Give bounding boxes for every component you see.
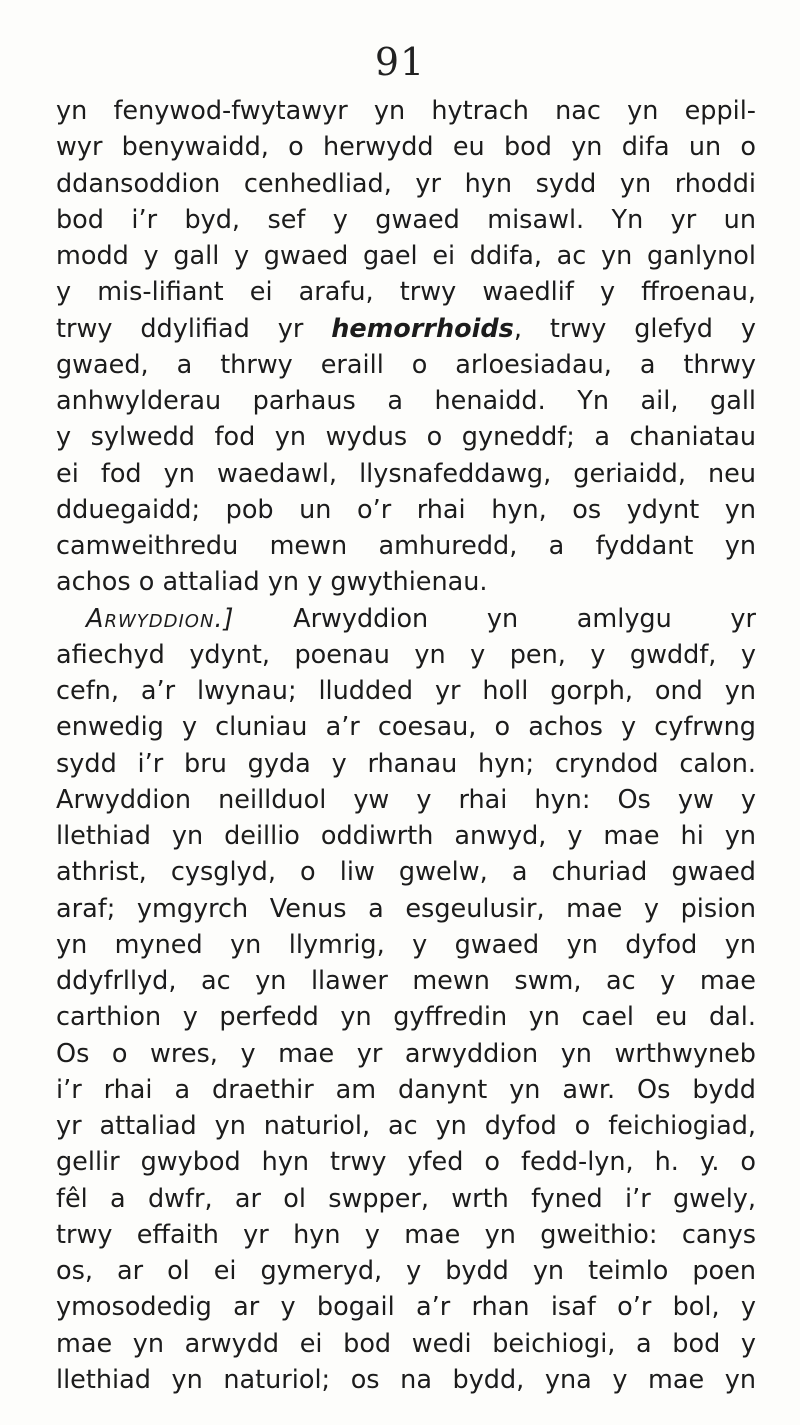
text-line: os, ar ol ei gymeryd, y bydd yn teimlo poen xyxy=(56,1256,756,1286)
text-line: yn myned yn llymrig, y gwaed yn dyfod yn xyxy=(56,929,756,960)
page-number: 91 xyxy=(374,40,426,84)
text-line: enwedig y cluniau a’r coesau, o achos y cyfrwng xyxy=(56,712,756,743)
text-line: llethiad yn deillio oddiwrth anwyd, y mae hi yn xyxy=(56,821,756,851)
text-line: anhwylderau parhaus a henaidd. Yn ail, gall xyxy=(56,386,756,416)
text-line: cefn, a’r lwynau; lludded yr holl gorph, ond yn xyxy=(56,676,756,706)
text-line: fêl a dwfr, ar ol swpper, wrth fyned i’r gwely, xyxy=(56,1183,756,1214)
text-line: ei fod yn waedawl, llysnafeddawg, geriaidd, neu xyxy=(56,458,756,489)
text-line: yr attaliad yn naturiol, ac yn dyfod o feichiogiad, xyxy=(56,1111,756,1141)
text-line: y mis-lifiant ei arafu, trwy waedlif y ffroenau, xyxy=(56,277,756,308)
text-line: ddyfrllyd, ac yn llawer mewn swm, ac y mae xyxy=(56,966,756,996)
text-line: modd y gall y gwaed gael ei ddifa, ac yn ganlynol xyxy=(56,241,756,271)
text-line: gwaed, a thrwy eraill o arloesiadau, a thrwy xyxy=(56,349,756,380)
text-line: camweithredu mewn amhuredd, a fyddant yn xyxy=(56,531,756,561)
text-line: y sylwedd fod yn wydus o gyneddf; a chaniatau xyxy=(56,422,756,453)
text-line: achos o attaliad yn y gwythienau. xyxy=(56,567,488,598)
text-line: carthion y perfedd yn gyffredin yn cael eu dal. xyxy=(56,1002,756,1033)
text-line: llethiad yn naturiol; os na bydd, yna y mae yn xyxy=(56,1364,756,1395)
text-line: gellir gwybod hyn trwy yfed o fedd-lyn, h. y. o xyxy=(56,1147,756,1178)
text-line: Arwyddion.] Arwyddion yn amlygu yr xyxy=(86,603,756,634)
text-line: trwy ddylifiad yr hemorrhoids, trwy glefyd y xyxy=(56,313,756,344)
italic-term: hemorrhoids xyxy=(331,313,514,344)
text-line: afiechyd ydynt, poenau yn y pen, y gwddf, y xyxy=(56,639,756,670)
text-line: ymosodedig ar y bogail a’r rhan isaf o’r bol, y xyxy=(56,1292,756,1323)
text-line: araf; ymgyrch Venus a esgeulusir, mae y pision xyxy=(56,893,756,924)
text-line: wyr benywaidd, o herwydd eu bod yn difa un o xyxy=(56,132,756,163)
text-line: trwy effaith yr hyn y mae yn gweithio: canys xyxy=(56,1219,756,1250)
text-line: ddansoddion cenhedliad, yr hyn sydd yn rhoddi xyxy=(56,168,756,199)
body-text xyxy=(56,93,756,1398)
text-line: i’r rhai a draethir am danynt yn awr. Os bydd xyxy=(56,1074,756,1105)
text-line: mae yn arwydd ei bod wedi beichiogi, a bod y xyxy=(56,1328,756,1359)
text-line: yn fenywod-fwytawyr yn hytrach nac yn eppil- xyxy=(56,96,756,126)
text-line: sydd i’r bru gyda y rhanau hyn; cryndod calon. xyxy=(56,748,756,779)
text-line: Arwyddion neillduol yw y rhai hyn: Os yw y xyxy=(56,784,756,815)
text-line: dduegaidd; pob un o’r rhai hyn, os ydynt yn xyxy=(56,494,756,525)
text-line: athrist, cysglyd, o liw gwelw, a churiad gwaed xyxy=(56,857,756,888)
section-heading: Arwyddion.] xyxy=(86,603,235,634)
text-line: Os o wres, y mae yr arwyddion yn wrthwyneb xyxy=(56,1038,756,1069)
text-line: bod i’r byd, sef y gwaed misawl. Yn yr un xyxy=(56,204,756,235)
